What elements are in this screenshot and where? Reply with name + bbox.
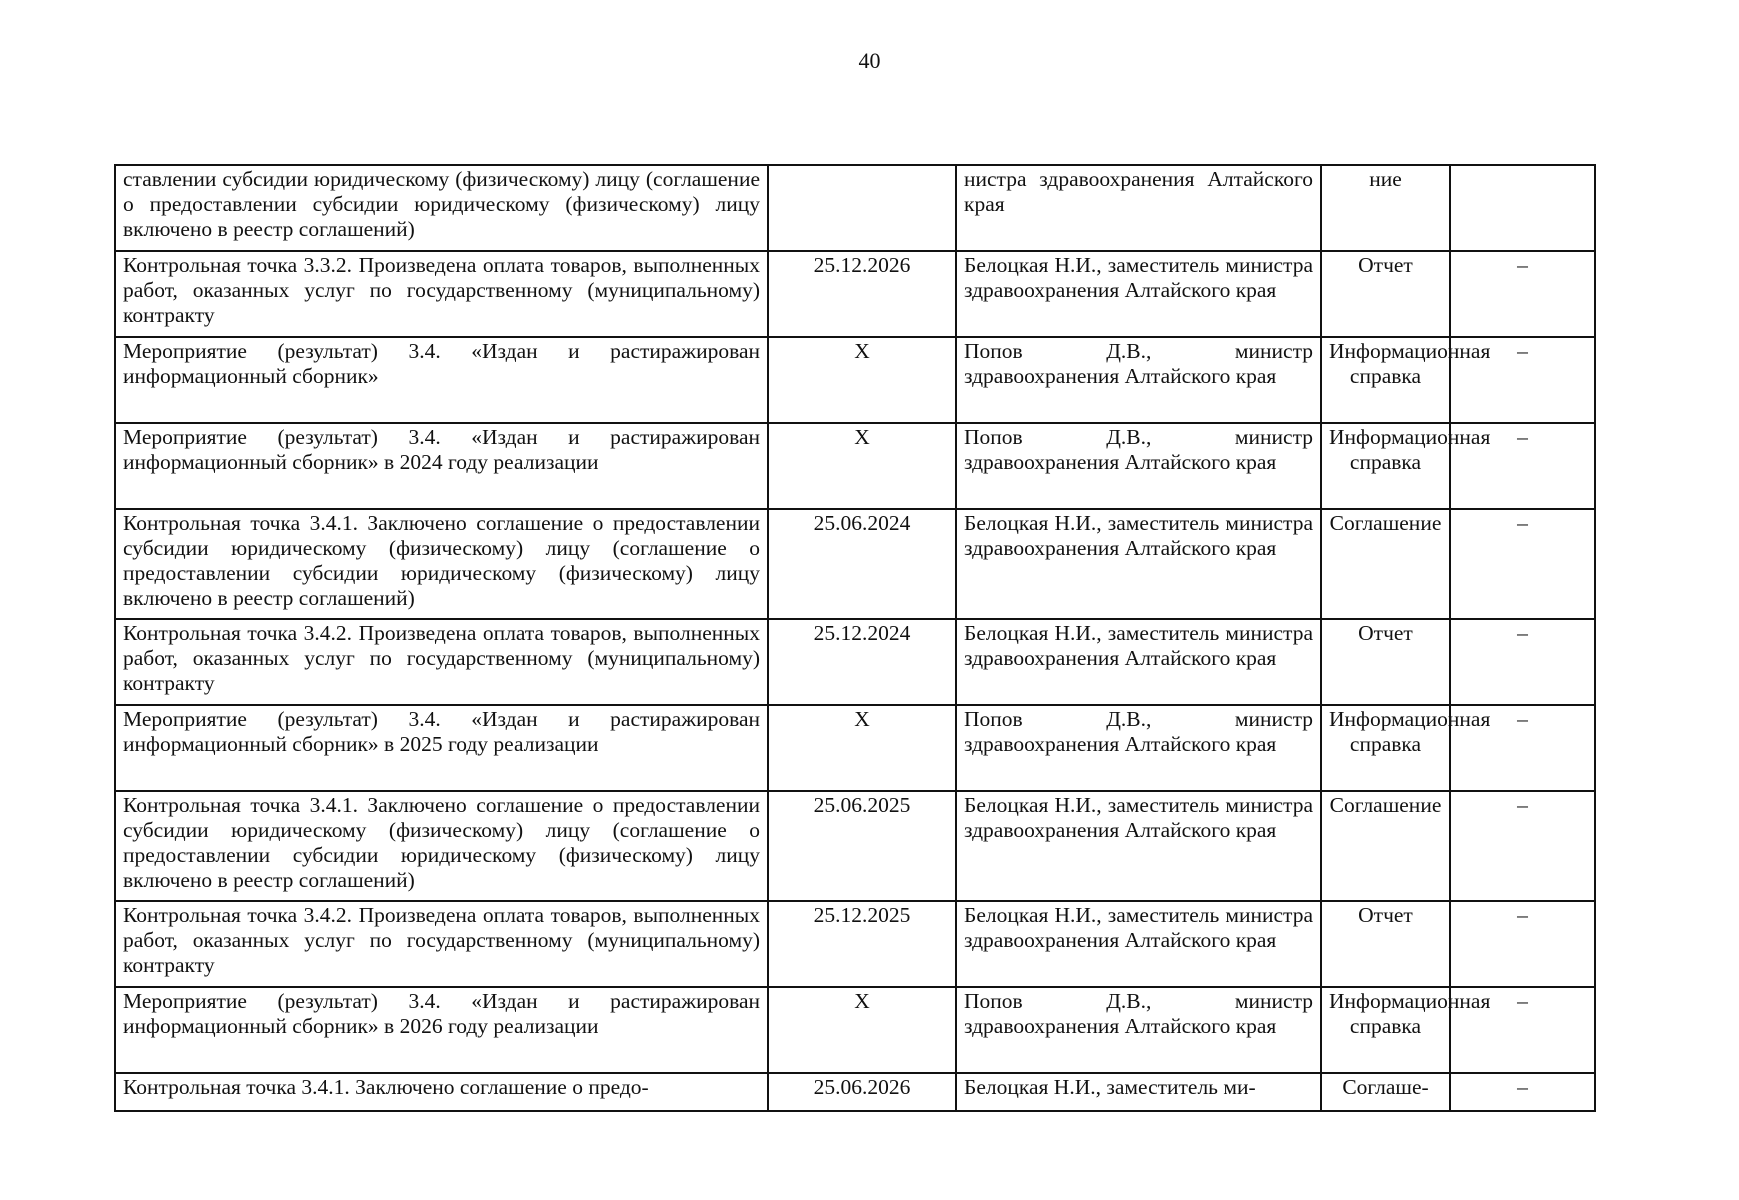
event-description: Контрольная точка 3.4.1. Заключено соглашение о предо-: [115, 1073, 768, 1111]
table-row: [115, 619, 1595, 705]
responsible-person: Белоцкая Н.И., заместитель министра здравоохранения Алтайского края: [956, 509, 1321, 619]
event-description: Контрольная точка 3.4.1. Заключено соглашение о предоставлении субсидии юридическому (физическому) лицу (соглашение о предоставлении субсидии юридическому (физическому) лицу включено в реестр соглашений): [115, 509, 768, 619]
responsible-person: Попов Д.В., министр здравоохранения Алтайского края: [956, 987, 1321, 1073]
extra-column: –: [1450, 705, 1595, 791]
responsible-person: Белоцкая Н.И., заместитель ми-: [956, 1073, 1321, 1111]
confirming-document: Соглаше-: [1321, 1073, 1450, 1111]
responsible-person: Попов Д.В., министр здравоохранения Алтайского края: [956, 705, 1321, 791]
responsible-person: Белоцкая Н.И., заместитель министра здравоохранения Алтайского края: [956, 791, 1321, 901]
table-row: [115, 1073, 1595, 1111]
event-description: ставлении субсидии юридическому (физическому) лицу (соглашение о предоставлении субсидии юридическому (физическому) лицу включено в реестр соглашений): [115, 165, 768, 251]
event-description: Контрольная точка 3.4.2. Произведена оплата товаров, выполненных работ, оказанных услуг по государственному (муниципальному) контракту: [115, 619, 768, 705]
confirming-document: Информационная справка: [1321, 337, 1450, 423]
responsible-person: Белоцкая Н.И., заместитель министра здравоохранения Алтайского края: [956, 619, 1321, 705]
table-row: [115, 251, 1595, 337]
responsible-person: Белоцкая Н.И., заместитель министра здравоохранения Алтайского края: [956, 901, 1321, 987]
confirming-document: Информационная справка: [1321, 987, 1450, 1073]
extra-column: –: [1450, 509, 1595, 619]
responsible-person: Попов Д.В., министр здравоохранения Алтайского края: [956, 337, 1321, 423]
responsible-person: Белоцкая Н.И., заместитель министра здравоохранения Алтайского края: [956, 251, 1321, 337]
extra-column: –: [1450, 423, 1595, 509]
event-description: Контрольная точка 3.3.2. Произведена оплата товаров, выполненных работ, оказанных услуг по государственному (муниципальному) контракту: [115, 251, 768, 337]
deadline-date: X: [768, 987, 956, 1073]
confirming-document: Отчет: [1321, 251, 1450, 337]
deadline-date: [768, 165, 956, 251]
deadline-date: 25.06.2026: [768, 1073, 956, 1111]
table-row: [115, 705, 1595, 791]
extra-column: –: [1450, 1073, 1595, 1111]
extra-column: –: [1450, 251, 1595, 337]
event-description: Мероприятие (результат) 3.4. «Издан и растиражирован информационный сборник»: [115, 337, 768, 423]
event-description: Мероприятие (результат) 3.4. «Издан и растиражирован информационный сборник» в 2024 году реализации: [115, 423, 768, 509]
table-row: [115, 509, 1595, 619]
extra-column: –: [1450, 619, 1595, 705]
confirming-document: Соглашение: [1321, 791, 1450, 901]
event-description: Мероприятие (результат) 3.4. «Издан и растиражирован информационный сборник» в 2026 году реализации: [115, 987, 768, 1073]
responsible-person: Попов Д.В., министр здравоохранения Алтайского края: [956, 423, 1321, 509]
extra-column: [1450, 165, 1595, 251]
extra-column: –: [1450, 337, 1595, 423]
deadline-date: X: [768, 423, 956, 509]
responsible-person: нистра здравоохранения Алтайского края: [956, 165, 1321, 251]
confirming-document: Соглашение: [1321, 509, 1450, 619]
table-row: [115, 423, 1595, 509]
page-number: 40: [858, 48, 881, 73]
deadline-date: 25.12.2025: [768, 901, 956, 987]
confirming-document: Информационная справка: [1321, 705, 1450, 791]
table-row: [115, 987, 1595, 1073]
confirming-document: Информационная справка: [1321, 423, 1450, 509]
deadline-date: 25.06.2025: [768, 791, 956, 901]
deadline-date: 25.06.2024: [768, 509, 956, 619]
confirming-document: Отчет: [1321, 901, 1450, 987]
table-row: [115, 165, 1595, 251]
deadline-date: X: [768, 337, 956, 423]
event-description: Мероприятие (результат) 3.4. «Издан и растиражирован информационный сборник» в 2025 году реализации: [115, 705, 768, 791]
table-row: [115, 901, 1595, 987]
deadline-date: X: [768, 705, 956, 791]
table-row: [115, 791, 1595, 901]
event-description: Контрольная точка 3.4.1. Заключено соглашение о предоставлении субсидии юридическому (физическому) лицу (соглашение о предоставлении субсидии юридическому (физическому) лицу включено в реестр соглашений): [115, 791, 768, 901]
event-description: Контрольная точка 3.4.2. Произведена оплата товаров, выполненных работ, оказанных услуг по государственному (муниципальному) контракту: [115, 901, 768, 987]
extra-column: –: [1450, 791, 1595, 901]
extra-column: –: [1450, 901, 1595, 987]
control-points-table: [114, 164, 1596, 1112]
deadline-date: 25.12.2024: [768, 619, 956, 705]
table-row: [115, 337, 1595, 423]
extra-column: –: [1450, 987, 1595, 1073]
confirming-document: Отчет: [1321, 619, 1450, 705]
confirming-document: ние: [1321, 165, 1450, 251]
deadline-date: 25.12.2026: [768, 251, 956, 337]
